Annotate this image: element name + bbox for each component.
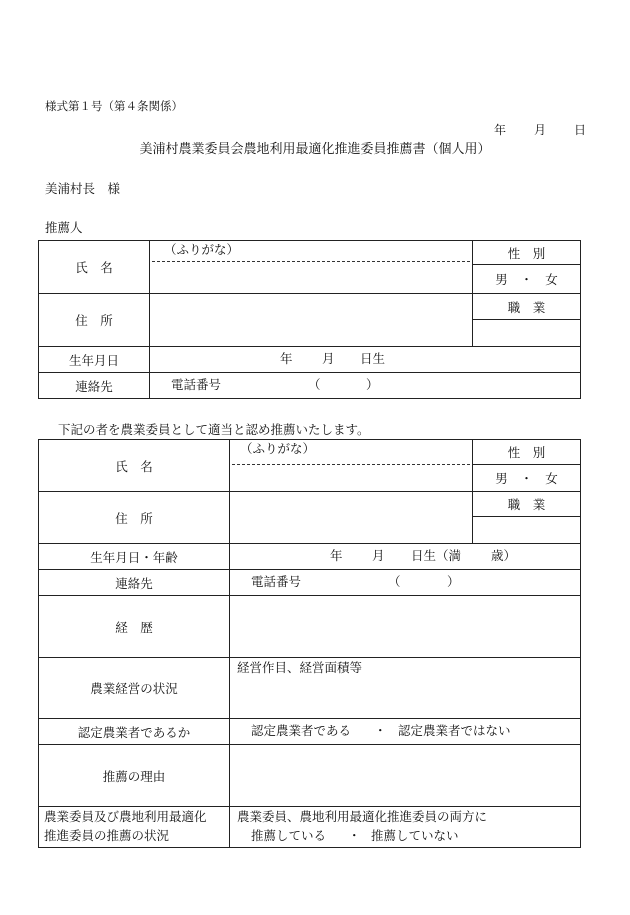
recommender-phone-paren-open: （ bbox=[308, 377, 321, 392]
candidate-birth-day: 日生（満 bbox=[411, 548, 462, 563]
candidate-reason-field[interactable] bbox=[230, 745, 580, 806]
candidate-birth-month: 月 bbox=[372, 548, 385, 563]
recommender-sex-label: 性 別 bbox=[507, 245, 546, 261]
recommender-address-field[interactable] bbox=[150, 294, 472, 346]
candidate-address-label: 住 所 bbox=[115, 510, 153, 526]
candidate-farming-label: 農業経営の状況 bbox=[90, 681, 178, 696]
recommender-occupation-label: 職 業 bbox=[507, 299, 546, 315]
candidate-history-field[interactable] bbox=[230, 596, 580, 657]
candidate-occupation-label: 職 業 bbox=[507, 497, 546, 512]
certified-option-separator: ・ bbox=[374, 723, 387, 738]
recommender-birth-day: 日生 bbox=[360, 351, 386, 366]
recommendation-statement: 下記の者を農業委員として適当と認め推薦いたします。 bbox=[58, 422, 370, 437]
date-year: 年 bbox=[493, 123, 506, 137]
date-month: 月 bbox=[533, 123, 546, 137]
recommender-name-field[interactable] bbox=[152, 262, 470, 292]
recommender-address-label: 住 所 bbox=[75, 313, 113, 328]
recommender-occupation-field[interactable] bbox=[473, 320, 580, 346]
candidate-sex-label: 性 別 bbox=[507, 445, 546, 460]
candidate-furigana-label: （ふりがな） bbox=[240, 441, 316, 456]
candidate-certified-label: 認定農業者であるか bbox=[77, 724, 191, 740]
candidate-phone-paren-close: ） bbox=[447, 574, 460, 589]
recommender-furigana-label: （ふりがな） bbox=[164, 242, 240, 257]
candidate-sex-options[interactable]: 男 ・ 女 bbox=[495, 471, 558, 486]
date-line bbox=[494, 124, 586, 136]
document-title: 美浦村農業委員会農地利用最適化推進委員推薦書（個人用） bbox=[139, 142, 491, 157]
candidate-birth-year: 年 bbox=[330, 548, 343, 563]
candidate-phone-label: 電話番号 bbox=[251, 574, 302, 589]
candidate-farming-hint: 経営作目、経営面積等 bbox=[237, 660, 363, 675]
certified-option-yes[interactable]: 認定農業者である bbox=[251, 723, 352, 738]
dual-option-no[interactable]: 推薦していない bbox=[371, 828, 459, 843]
recommender-birth-year: 年 bbox=[280, 351, 293, 366]
dual-recommendation-label-line1: 農業委員及び農地利用最適化 bbox=[44, 809, 207, 824]
recommender-phone-paren-close: ） bbox=[366, 377, 379, 392]
recommender-heading: 推薦人 bbox=[45, 220, 83, 235]
dual-option-separator: ・ bbox=[348, 828, 361, 843]
candidate-address-field[interactable] bbox=[230, 492, 472, 543]
recommender-sex-options[interactable]: 男 ・ 女 bbox=[495, 272, 558, 287]
candidate-age: 歳） bbox=[491, 548, 517, 563]
form-number-label: 様式第１号（第４条関係） bbox=[45, 99, 183, 113]
candidate-history-label: 経 歴 bbox=[115, 619, 153, 635]
date-day: 日 bbox=[573, 123, 586, 137]
candidate-reason-label: 推薦の理由 bbox=[102, 768, 166, 784]
recommender-contact-label: 連絡先 bbox=[75, 378, 113, 394]
dual-recommendation-label-line2: 推進委員の推薦の状況 bbox=[44, 828, 170, 843]
dual-recommendation-text: 農業委員、農地利用最適化推進委員の両方に bbox=[237, 809, 488, 824]
addressee: 美浦村長 様 bbox=[45, 181, 121, 196]
dual-option-yes[interactable]: 推薦している bbox=[251, 828, 327, 843]
recommender-birth-month: 月 bbox=[322, 351, 335, 366]
candidate-occupation-field[interactable] bbox=[473, 517, 580, 543]
certified-option-no[interactable]: 認定農業者ではない bbox=[398, 723, 511, 738]
recommender-phone-label: 電話番号 bbox=[171, 377, 222, 392]
candidate-name-field[interactable] bbox=[232, 465, 470, 491]
recommender-birth-label: 生年月日 bbox=[68, 352, 119, 368]
candidate-phone-paren-open: （ bbox=[388, 574, 401, 589]
candidate-name-label: 氏 名 bbox=[115, 458, 153, 474]
candidate-birth-label: 生年月日・年齢 bbox=[90, 549, 178, 565]
candidate-contact-label: 連絡先 bbox=[115, 575, 153, 591]
recommender-name-label: 氏 名 bbox=[75, 260, 113, 275]
